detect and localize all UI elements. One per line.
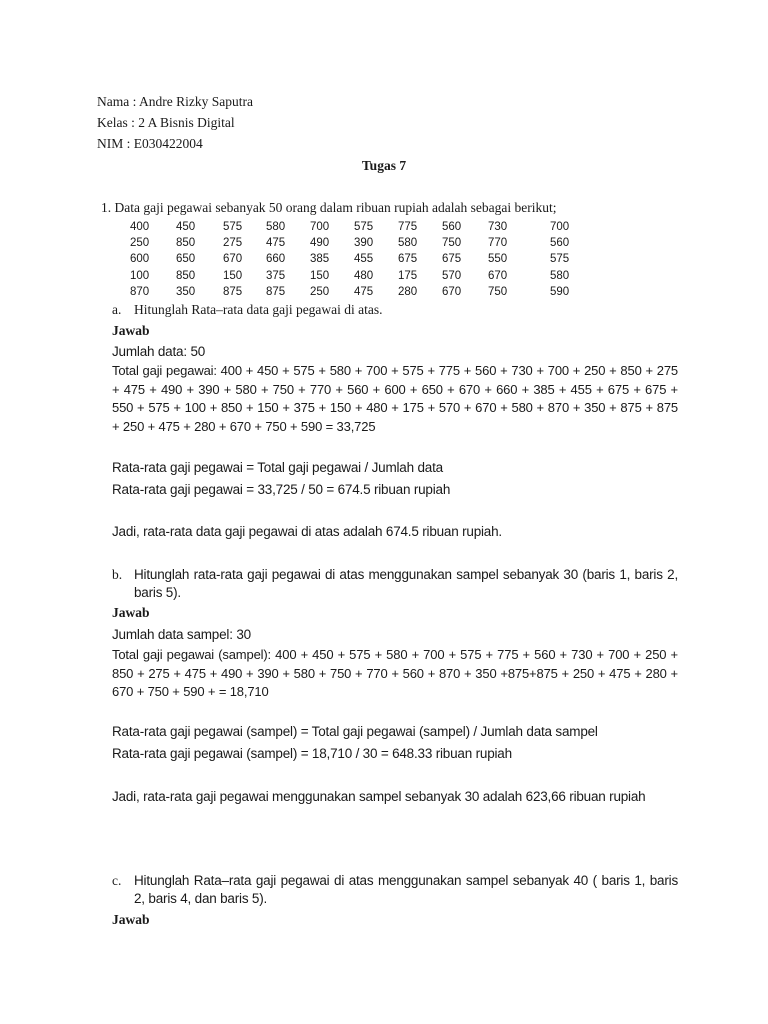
table-cell: 750 — [442, 237, 462, 250]
table-cell: 670 — [488, 269, 508, 282]
table-cell: 375 — [266, 269, 286, 282]
student-name: Nama : Andre Rizky Saputra — [97, 94, 253, 109]
table-cell: 660 — [266, 253, 286, 266]
table-cell: 750 — [488, 285, 508, 298]
table-cell: 250 — [310, 285, 330, 298]
table-cell: 475 — [266, 237, 286, 250]
table-cell: 275 — [223, 237, 243, 250]
part-a-answer-label: Jawab — [112, 323, 150, 338]
table-cell: 700 — [550, 221, 570, 234]
part-b-calculation: Rata-rata gaji pegawai (sampel) = 18,710 / 30 = 648.33 ribuan rupiah — [112, 746, 512, 761]
table-cell: 670 — [442, 285, 462, 298]
table-cell: 455 — [354, 253, 374, 266]
table-cell: 400 — [130, 221, 150, 234]
part-b-formula: Rata-rata gaji pegawai (sampel) = Total gaji pegawai (sampel) / Jumlah data sampel — [112, 724, 598, 739]
table-cell: 350 — [176, 285, 196, 298]
table-cell: 700 — [310, 221, 330, 234]
table-cell: 450 — [176, 221, 196, 234]
table-cell: 650 — [176, 253, 196, 266]
table-cell: 575 — [550, 253, 570, 266]
part-b-conclusion: Jadi, rata-rata gaji pegawai menggunakan sampel sebanyak 30 adalah 623,66 ribuan rupiah — [112, 789, 646, 804]
table-cell: 580 — [266, 221, 286, 234]
part-a-jumlah: Jumlah data: 50 — [112, 344, 206, 359]
part-b-marker: b. — [112, 567, 123, 582]
table-cell: 850 — [176, 237, 196, 250]
table-cell: 560 — [550, 237, 570, 250]
table-row — [130, 219, 590, 235]
part-b-total: Total gaji pegawai (sampel): 400 + 450 + 575 + 580 + 700 + 575 + 775 + 560 + 730 + 700 + 250 + 850 + 275 + 475 + 490 + 390 + 580 + 750 + 770 + 560 + 870 + 350 +875+875 + 250 + 475 + 280 + 670 + 750 + 590 + = 18,710 — [112, 647, 678, 699]
part-a-total: Total gaji pegawai: 400 + 450 + 575 + 580 + 700 + 575 + 775 + 560 + 730 + 700 + 250 + 850 + 275 + 475 + 490 + 390 + 580 + 750 + 770 + 560 + 600 + 650 + 670 + 660 + 385 + 455 + 675 + 675 + 550 + 575 + 100 + 850 + 150 + 375 + 150 + 480 + 175 + 570 + 670 + 580 + 870 + 350 + 875 + 875 + 250 + 475 + 280 + 670 + 750 + 590 = 33,725 — [112, 363, 678, 434]
table-cell: 775 — [398, 221, 418, 234]
table-cell: 580 — [398, 237, 418, 250]
table-cell: 250 — [130, 237, 150, 250]
part-b-jumlah: Jumlah data sampel: 30 — [112, 627, 251, 642]
table-cell: 390 — [354, 237, 374, 250]
table-cell: 175 — [398, 269, 418, 282]
part-a-calculation: Rata-rata gaji pegawai = 33,725 / 50 = 674.5 ribuan rupiah — [112, 482, 451, 497]
part-c-marker: c. — [112, 873, 122, 888]
table-cell: 850 — [176, 269, 196, 282]
table-cell: 550 — [488, 253, 508, 266]
table-cell: 490 — [310, 237, 330, 250]
table-row — [130, 235, 590, 251]
table-row — [130, 268, 590, 284]
table-row — [130, 284, 590, 300]
table-cell: 150 — [223, 269, 243, 282]
table-cell: 875 — [223, 285, 243, 298]
student-nim: NIM : E030422004 — [97, 136, 203, 151]
salary-data-table — [130, 219, 590, 300]
table-cell: 575 — [223, 221, 243, 234]
table-cell: 590 — [550, 285, 570, 298]
table-cell: 280 — [398, 285, 418, 298]
table-cell: 575 — [354, 221, 374, 234]
table-cell: 675 — [398, 253, 418, 266]
table-cell: 870 — [130, 285, 150, 298]
part-c-answer-label: Jawab — [112, 912, 150, 927]
table-cell: 570 — [442, 269, 462, 282]
table-cell: 580 — [550, 269, 570, 282]
part-a-conclusion: Jadi, rata-rata data gaji pegawai di atas adalah 674.5 ribuan rupiah. — [112, 524, 502, 539]
part-a-formula: Rata-rata gaji pegawai = Total gaji pegawai / Jumlah data — [112, 460, 443, 475]
table-cell: 770 — [488, 237, 508, 250]
part-b-answer-label: Jawab — [112, 605, 150, 620]
table-cell: 560 — [442, 221, 462, 234]
part-b-question: Hitunglah rata-rata gaji pegawai di atas menggunakan sampel sebanyak 30 (baris 1, baris 2, baris 5). — [134, 567, 678, 600]
table-cell: 100 — [130, 269, 150, 282]
table-cell: 600 — [130, 253, 150, 266]
table-cell: 385 — [310, 253, 330, 266]
table-cell: 480 — [354, 269, 374, 282]
question-1-intro: 1. Data gaji pegawai sebanyak 50 orang dalam ribuan rupiah adalah sebagai berikut; — [101, 200, 557, 215]
table-cell: 730 — [488, 221, 508, 234]
table-cell: 675 — [442, 253, 462, 266]
page-title: Tugas 7 — [361, 158, 407, 173]
table-cell: 875 — [266, 285, 286, 298]
part-c-question: Hitunglah Rata–rata gaji pegawai di atas menggunakan sampel sebanyak 40 ( baris 1, baris 2, baris 4, dan baris 5). — [134, 873, 678, 906]
part-a-question: Hitunglah Rata–rata data gaji pegawai di atas. — [134, 302, 383, 317]
student-class: Kelas : 2 A Bisnis Digital — [97, 115, 235, 130]
part-a-marker: a. — [112, 302, 122, 317]
table-cell: 475 — [354, 285, 374, 298]
table-row — [130, 251, 590, 267]
table-cell: 670 — [223, 253, 243, 266]
table-cell: 150 — [310, 269, 330, 282]
